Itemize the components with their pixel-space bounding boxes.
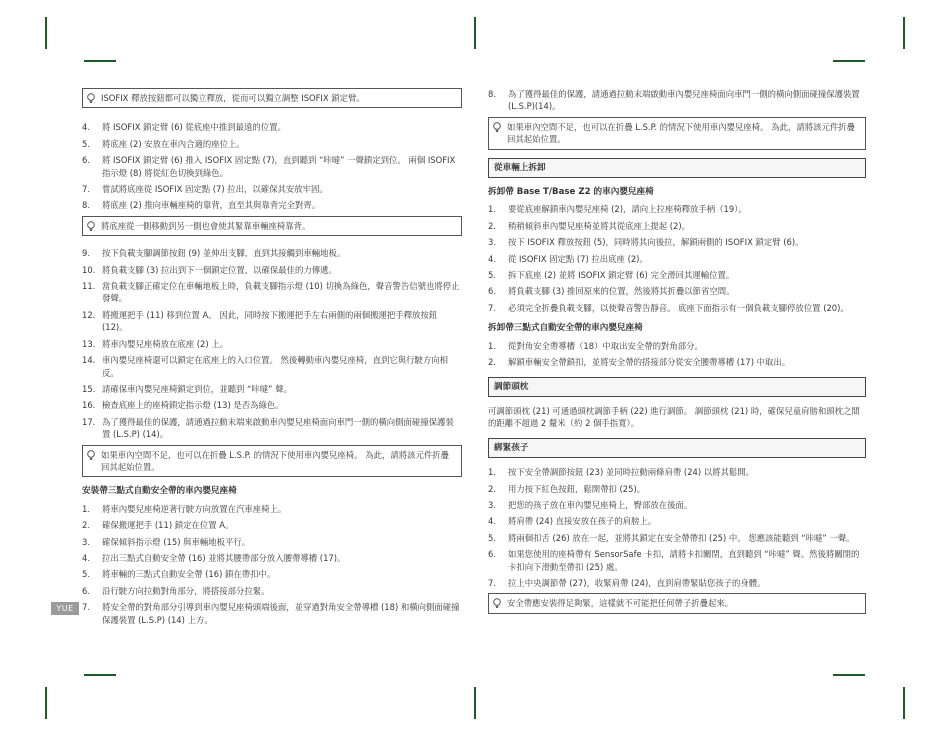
crop-mark-bl-vertical: [45, 687, 47, 719]
list-item: 1. 要從底座解鎖車內嬰兒座椅 (2)，請向上拉座椅釋放手柄（19）。: [488, 204, 747, 215]
list-item: 13. 將車內嬰兒座椅放在底座 (2) 上。: [82, 338, 229, 349]
crop-mark-tr-horizontal: [833, 60, 865, 62]
list-item: 5. 拆下底座 (2) 並將 ISOFIX 鎖定臂 (6) 完全滑回其運輸位置。: [488, 270, 735, 281]
list-item: 6. 將 ISOFIX 鎖定臂 (6) 推入 ISOFIX 固定點 (7)，直到聽到 “咔噠” 一聲鎖定到位。 兩個 ISOFIX 指示燈 (8) 將從紅色切換到綠色。: [82, 155, 456, 178]
heading-remove-base: 拆卸帶 Base T/Base Z2 的車內嬰兒座椅: [488, 187, 654, 198]
list-item: 6. 如果您使用的座椅帶有 SensorSafe 卡扣，請將卡扣關閉，直到聽到 “咔噠” 聲。然後將關閉的卡扣向下滑動至帶扣 (25) 處。: [488, 549, 860, 572]
steps-list: [82, 247, 462, 440]
list-item: 3. 把您的孩子放在車內嬰兒座椅上，臀部放在後面。: [488, 499, 693, 510]
lightbulb-icon: [492, 598, 502, 608]
crop-mark-tr-vertical: [903, 17, 905, 49]
list-item: 7. 嘗試將底座從 ISOFIX 固定點 (7) 拉出，以確保其安放牢固。: [82, 184, 328, 195]
list-item: 1. 按下安全帶調節按鈕 (23) 並同時拉動兩條肩帶 (24) 以將其鬆開。: [488, 467, 755, 478]
note-backrest: [82, 216, 462, 236]
list-item: 10. 將負載支腳 (3) 拉出到下一個鎖定位置，以確保最佳的力傳遞。: [82, 264, 337, 275]
note-text: ISOFIX 釋放按鈕都可以獨立釋放，從而可以獨立調整 ISOFIX 鎖定臂。: [101, 93, 365, 103]
lightbulb-icon: [86, 221, 96, 231]
crop-mark-tl-vertical: [45, 17, 47, 49]
lightbulb-icon: [86, 93, 96, 103]
list-item: 3. 按下 ISOFIX 釋放按鈕 (5)，同時將其向後拉，解鎖兩側的 ISOFIX 鎖定臂 (6)。: [488, 237, 804, 248]
page-language-tab: YUE: [51, 602, 79, 615]
crop-mark-center-bottom: [474, 687, 476, 719]
list-item: 16. 檢查底座上的座椅鎖定指示燈 (13) 是否為綠色。: [82, 400, 284, 411]
list-item: 3. 確保傾斜指示燈 (15) 與車輛地板平行。: [82, 536, 251, 547]
list-item: 9. 按下負載支腳調節按鈕 (9) 並伸出支腳，直到其接觸到車輛地板。: [82, 248, 346, 259]
crop-mark-bl-horizontal: [84, 674, 116, 676]
crop-mark-tl-horizontal: [84, 60, 116, 62]
list-item: 8. 為了獲得最佳的保護，請通過拉動末端啟動車內嬰兒座椅面向車門一側的橫向側面碰撞保護裝置 (L.S.P)(14)。: [488, 89, 860, 112]
list-item: 17. 為了獲得最佳的保護，請通過拉動末端來啟動車內嬰兒座椅面向車門一側的橫向側面碰撞保護裝置 (L.S.P) (14)。: [82, 416, 454, 440]
list-item: 2. 稍稍傾斜車內嬰兒座椅並將其從底座上提起 (2)。: [488, 220, 691, 231]
list-item: 1. 將車內嬰兒座椅逆著行駛方向放置在汽車座椅上。: [82, 503, 287, 514]
lightbulb-icon: [86, 450, 96, 460]
list-item: 5. 將底座 (2) 安放在車內合適的座位上。: [82, 138, 245, 149]
crop-mark-br-vertical: [903, 687, 905, 719]
list-item: 8. 將底座 (2) 推向車輛座椅的靠背，直至其與靠背完全對齊。: [82, 200, 321, 211]
section-adjust-headrest: 調節頭枕: [488, 377, 866, 397]
crop-mark-br-horizontal: [833, 674, 865, 676]
list-item: 6. 沿行駛方向拉動對角部分，將搭接部分拉緊。: [82, 585, 270, 596]
note-text: 如果車內空間不足，也可以在折疊 L.S.P. 的情況下使用車內嬰兒座椅。 為此，請將該元件折疊回其起始位置。: [507, 121, 855, 145]
steps-list: [82, 503, 462, 626]
steps-list: [488, 466, 866, 589]
list-item: 7. 必須完全折疊負載支腳，以使聲音警告靜音。 底座下面指示有一個負載支腳停放位置 (20)。: [488, 302, 849, 313]
note-strap-tight: [488, 593, 866, 613]
list-item: 7. 將安全帶的對角部分引導到車內嬰兒座椅頭端後面，並穿過對角安全帶導槽 (18) 和橫向側面碰撞保護裝置 (L.S.P) (14) 上方。: [82, 602, 460, 625]
list-item: 11. 當負載支腳正確定位在車輛地板上時，負載支腳指示燈 (10) 切換為綠色，聲音警告信號也將停止發聲。: [82, 281, 460, 304]
list-item: 2. 確保搬運把手 (11) 鎖定在位置 A。: [82, 520, 234, 531]
list-item: 14. 車內嬰兒座椅還可以鎖定在底座上的入口位置。 然後轉動車內嬰兒座椅，直到它與行駛方向相反。: [82, 355, 449, 378]
steps-list: [488, 88, 866, 113]
list-item: 12. 將搬運把手 (11) 移到位置 A。 因此，同時按下搬運把手左右兩側的兩個搬運把手釋放按鈕 (12)。: [82, 309, 438, 333]
note-lsp-folded: [82, 445, 462, 478]
list-item: 2. 用力按下紅色按鈕，鬆開帶扣 (25)。: [488, 483, 646, 494]
note-lsp-folded: [488, 117, 866, 150]
list-item: 1. 從對角安全帶導槽（18）中取出安全帶的對角部分。: [488, 340, 703, 351]
list-item: 5. 將兩個扣舌 (26) 放在一起，並將其鎖定在安全帶帶扣 (25) 中。 您應該能聽到 “咔噠” 一聲。: [488, 532, 855, 543]
crop-mark-center-top: [474, 17, 476, 49]
list-item: 4. 將肩帶 (24) 直接安放在孩子的肩膀上。: [488, 516, 657, 527]
list-item: 5. 將車輛的三點式自動安全帶 (16) 鎖在帶扣中。: [82, 569, 276, 580]
list-item: 4. 拉出三點式自動安全帶 (16) 並將其腰帶部分放入腰帶導槽 (17)。: [82, 552, 346, 563]
list-item: 4. 從 ISOFIX 固定點 (7) 拉出底座 (2)。: [488, 253, 648, 264]
section-remove-from-vehicle: 從車輛上拆卸: [488, 158, 866, 178]
steps-list: [488, 203, 866, 314]
heading-remove-3pt: 拆卸帶三點式自動安全帶的車內嬰兒座椅: [488, 323, 643, 334]
list-item: 15. 請確保車內嬰兒座椅鎖定到位，並聽到 “咔噠” 聲。: [82, 383, 292, 394]
headrest-paragraph: 可調節頭枕 (21) 可通過頭枕調節手柄 (22) 進行調節。 調節頭枕 (21) 時，確保兒童肩膀和頭枕之間的距離不超過 2 釐米（約 2 個手指寬）。: [488, 405, 860, 429]
list-item: 7. 拉上中央調節帶 (27)，收緊肩帶 (24)，直到肩帶緊貼您孩子的身體。: [488, 577, 766, 588]
note-text: 安全帶應安裝得足夠緊，這樣就不可能把任何帶子折疊起來。: [507, 598, 734, 609]
steps-list: [82, 121, 462, 211]
heading-3pt-install: 安裝帶三點式自動安全帶的車內嬰兒座椅: [82, 486, 237, 497]
lightbulb-icon: [492, 122, 502, 132]
note-text: 如果車內空間不足，也可以在折疊 L.S.P. 的情況下使用車內嬰兒座椅。 為此，請將該元件折疊回其起始位置。: [101, 449, 449, 472]
list-item: 6. 將負載支腳 (3) 推回原來的位置，然後將其折疊以節省空間。: [488, 286, 735, 297]
section-secure-child: 綁緊孩子: [488, 438, 866, 458]
list-item: 2. 解鎖車輛安全帶鎖扣，並將安全帶的搭接部分從安全腰帶導槽 (17) 中取出。: [488, 357, 791, 368]
list-item: 4. 將 ISOFIX 鎖定臂 (6) 從底座中推到最遠的位置。: [82, 122, 286, 133]
right-column: [488, 88, 866, 620]
note-text: 將底座從一側移動到另一側也會使其緊靠車輛座椅靠背。: [101, 220, 311, 231]
left-column: [82, 88, 462, 630]
note-isofix-release: [82, 88, 462, 108]
steps-list: [488, 340, 866, 369]
